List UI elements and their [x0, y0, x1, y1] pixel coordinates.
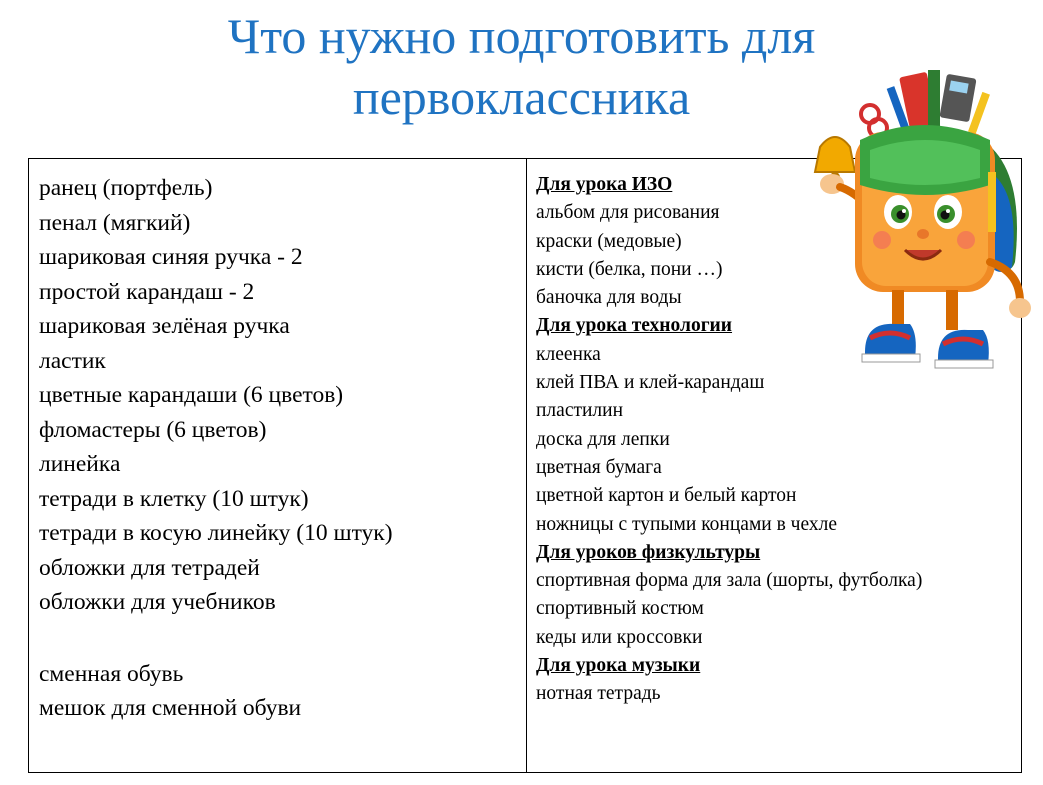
list-item: цветная бумага: [536, 456, 662, 478]
page-title-line-1: Что нужно подготовить для: [227, 8, 816, 64]
general-supplies-column: [39, 171, 519, 726]
list-item: линейка: [39, 451, 121, 477]
section-heading-pe: Для уроков физкультуры: [536, 541, 761, 563]
section-heading-music: Для урока музыки: [536, 655, 701, 677]
list-item: сменная обувь: [39, 660, 184, 687]
list-item: шариковая синяя ручка - 2: [39, 244, 303, 270]
list-item: нотная тетрадь: [536, 683, 661, 705]
list-item: ластик: [39, 347, 106, 374]
list-item: кисти (белка, пони …): [536, 258, 723, 280]
list-item: ранец (портфель): [39, 175, 213, 201]
list-item: шариковая зелёная ручка: [39, 313, 290, 339]
list-item: тетради в клетку (10 штук): [39, 485, 309, 512]
list-item: спортивная форма для зала (шорты, футболка): [536, 570, 923, 592]
section-heading-technology: Для урока технологии: [536, 315, 733, 337]
list-item: мешок для сменной обуви: [39, 695, 302, 721]
section-heading-art: Для урока ИЗО: [536, 174, 673, 195]
list-item: цветные карандаши (6 цветов): [39, 382, 344, 408]
list-item: фломастеры (6 цветов): [39, 416, 267, 443]
list-item: спортивный костюм: [536, 598, 704, 620]
list-item: альбом для рисования: [536, 202, 720, 224]
list-item: краски (медовые): [536, 230, 682, 252]
list-spacer: [39, 620, 519, 657]
list-item: доска для лепки: [536, 428, 670, 450]
list-item: простой карандаш - 2: [39, 278, 255, 305]
list-item: клей ПВА и клей-карандаш: [536, 372, 765, 394]
list-item: клеенка: [536, 343, 601, 365]
page-title-line-2: первоклассника: [352, 69, 691, 125]
backpack-mascot-icon: [800, 62, 1035, 380]
list-item: обложки для учебников: [39, 589, 276, 615]
list-item: тетради в косую линейку (10 штук): [39, 520, 393, 546]
list-item: цветной картон и белый картон: [536, 485, 797, 507]
list-item: пенал (мягкий): [39, 209, 191, 236]
list-item: пластилин: [536, 400, 624, 422]
list-item: ножницы с тупыми концами в чехле: [536, 513, 838, 535]
list-item: обложки для тетрадей: [39, 554, 260, 581]
column-divider: [526, 159, 527, 772]
list-item: кеды или кроссовки: [536, 626, 703, 648]
list-item: баночка для воды: [536, 287, 682, 309]
